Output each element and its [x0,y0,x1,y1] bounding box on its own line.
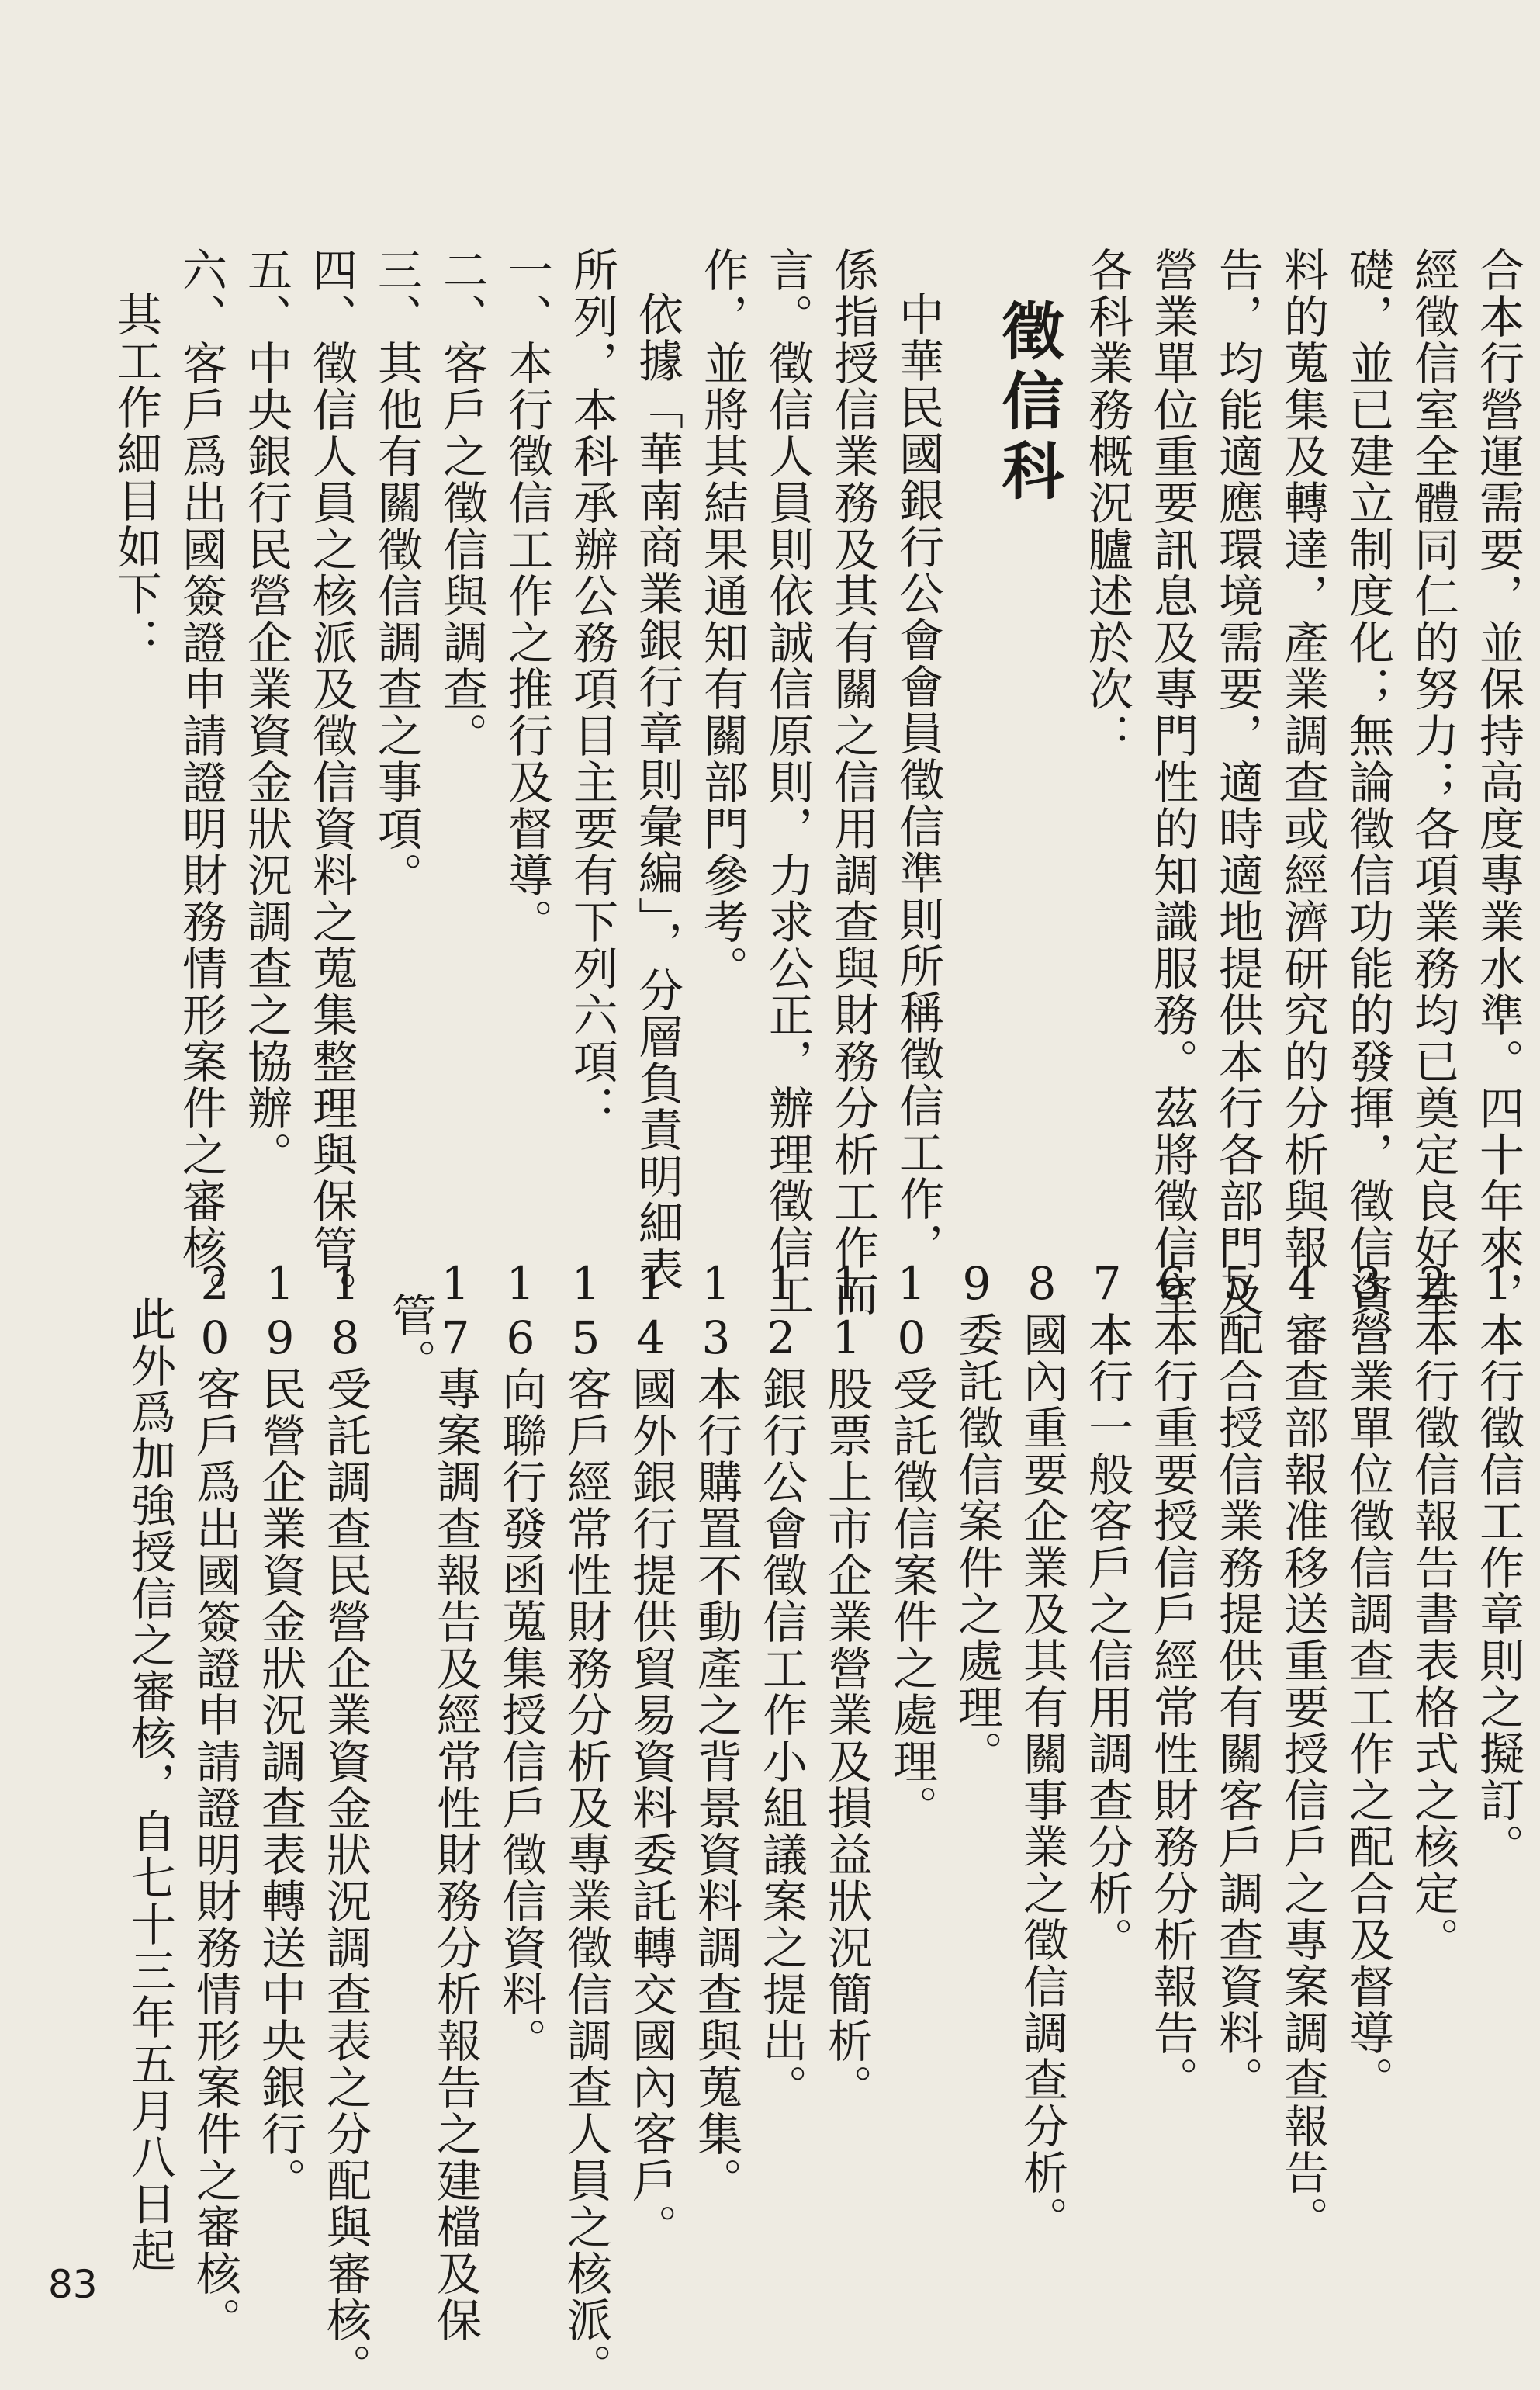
detail-item-12: 12銀行公會徵信工作小組議案之提出。 [755,1257,808,2111]
detail-item-10: 10受託徵信案件之處理。 [885,1257,938,1831]
detail-item-6: 6本行重要授信戶經常性財務分析報告。 [1146,1257,1199,2103]
intro-line-2: 經徵信室全體同仁的努力；各項業務均已奠定良好基 [1407,247,1459,1318]
detail-item-1: 1本行徵信工作章則之擬訂。 [1472,1257,1524,1870]
detail-item-20: 20客戶爲出國簽證申請證明財務情形案件之審核。 [189,1257,241,2343]
list-item-5: 五、中央銀行民營企業資金狀況調查之協辦。 [240,247,292,1178]
detail-item-16: 16向聯行發函蒐集授信戶徵信資料。 [494,1257,547,2064]
detail-item-14: 14國外銀行提供貿易資料委託轉交國內客戶。 [625,1257,677,2250]
detail-item-3: 3營業單位徵信調查工作之配合及督導。 [1341,1257,1394,2103]
list-item-3: 三、其他有關徵信調查之事項。 [370,247,423,899]
intro-line-3: 礎，並已建立制度化；無論徵信功能的發揮，徵信資 [1341,247,1394,1318]
page-number: 83 [48,2262,98,2307]
section-title: 徵信科 [991,299,1064,508]
intro-line-4: 料的蒐集及轉達，產業調查或經濟研究的分析與報 [1276,247,1329,1271]
work-details-intro: 其工作細目如下： [109,291,162,663]
list-item-4: 四、徵信人員之核派及徵信資料之蒐集整理與保管。 [305,247,358,1318]
body-line-1: 中華民國銀行公會會員徵信準則所稱徵信工作， [891,291,944,1269]
list-item-2: 二、客戶之徵信與調查。 [435,247,488,759]
body-line-2: 係指授信業務及其有關之信用調查與財務分析工作而 [826,247,879,1318]
detail-item-17-continued: 管。 [384,1292,437,1385]
list-item-1: 一、本行徵信工作之推行及督導。 [500,247,553,945]
body-line-5: 依據「華南商業銀行章則彙編」，分層負責明細表 [631,291,683,1293]
detail-item-13: 13本行購置不動產之背景資料調查與蒐集。 [690,1257,742,2204]
intro-line-7: 各科業務概況臚述於次： [1081,247,1133,759]
closing-line: 此外爲加強授信之審核，自七十三年五月八日起 [123,1296,176,2274]
detail-item-7: 7本行一般客戶之信用調查分析。 [1081,1257,1133,1963]
body-line-3: 言。徵信人員則依誠信原則，力求公正，辦理徵信工 [761,247,814,1318]
body-line-4: 作，並將其結果通知有關部門參考。 [696,247,749,992]
detail-item-9: 9委託徵信案件之處理。 [950,1257,1003,1777]
detail-item-5: 5配合授信業務提供有關客戶調查資料。 [1211,1257,1264,2103]
detail-item-8: 8國內重要企業及其有關事業之徵信調查分析。 [1016,1257,1068,2243]
detail-item-19: 19民營企業資金狀況調查表轉送中央銀行。 [254,1257,306,2204]
detail-item-2: 2本行徵信報告書表格式之核定。 [1407,1257,1459,1963]
detail-item-17: 17專案調查報告及經常性財務分析報告之建檔及保 [429,1257,482,2343]
body-line-6: 所列，本科承辦公務項目主要有下列六項： [566,247,618,1131]
detail-item-15: 15客戶經常性財務分析及專業徵信調查人員之核派。 [559,1257,612,2390]
list-item-6: 六、客戶爲出國簽證申請證明財務情形案件之審核。 [175,247,227,1318]
intro-line-1: 合本行營運需要，並保持高度專業水準。四十年來， [1472,247,1524,1318]
intro-line-6: 營業單位重要訊息及專門性的知識服務。茲將徵信室 [1146,247,1199,1318]
detail-item-4: 4審查部報准移送重要授信戶之專案調查報告。 [1276,1257,1329,2243]
detail-item-11: 11股票上市企業營業及損益狀況簡析。 [820,1257,873,2111]
intro-line-5: 告，均能適應環境需要，適時適地提供本行各部門及 [1211,247,1264,1318]
detail-item-18: 18受託調查民營企業資金狀況調查表之分配與審核。 [319,1257,372,2390]
